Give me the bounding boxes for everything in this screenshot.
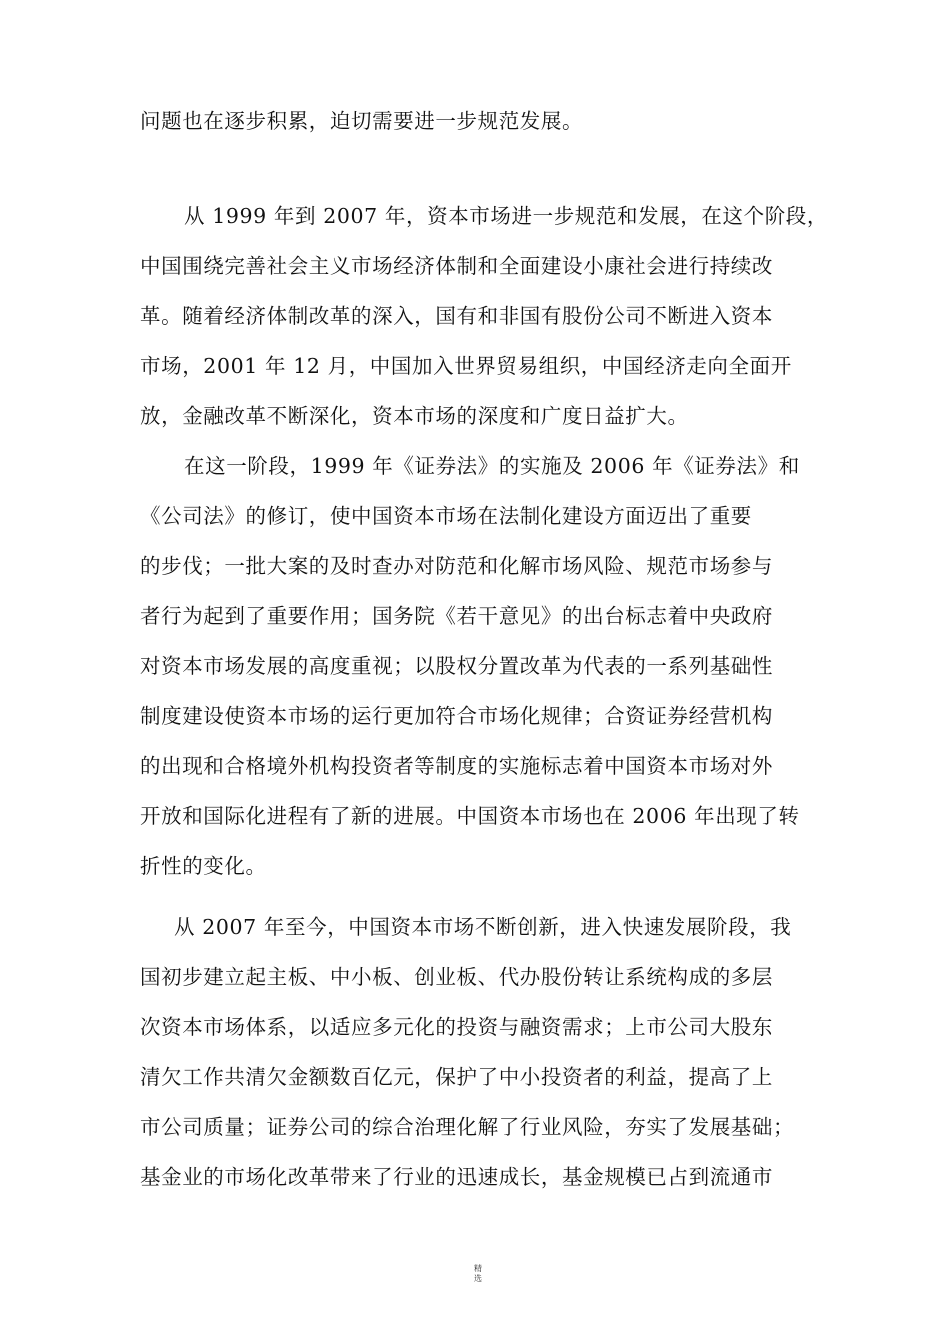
text-line: 者行为起到了重要作用；国务院《若干意见》的出台标志着中央政府	[140, 604, 773, 628]
text-line: 革。随着经济体制改革的深入，国有和非国有股份公司不断进入资本	[140, 304, 773, 328]
text-line: 放，金融改革不断深化，资本市场的深度和广度日益扩大。	[140, 404, 689, 428]
text-line: 基金业的市场化改革带来了行业的迅速成长，基金规模已占到流通市	[140, 1165, 773, 1189]
text-line: 问题也在逐步积累，迫切需要进一步规范发展。	[140, 109, 584, 133]
text-line: 《公司法》的修订，使中国资本市场在法制化建设方面迈出了重要	[140, 504, 752, 528]
text-line: 的出现和合格境外机构投资者等制度的实施标志着中国资本市场对外	[140, 754, 773, 778]
text-line: 国初步建立起主板、中小板、创业板、代办股份转让系统构成的多层	[140, 965, 773, 989]
text-line: 从 2007 年至今，中国资本市场不断创新，进入快速发展阶段，我	[174, 915, 792, 939]
text-line: 中国围绕完善社会主义市场经济体制和全面建设小康社会进行持续改	[140, 254, 773, 278]
text-line: 市场，2001 年 12 月，中国加入世界贸易组织，中国经济走向全面开	[140, 354, 792, 378]
text-line: 开放和国际化进程有了新的进展。中国资本市场也在 2006 年出现了转	[140, 804, 800, 828]
text-line: 在这一阶段，1999 年《证券法》的实施及 2006 年《证券法》和	[184, 454, 800, 478]
text-line: 从 1999 年到 2007 年，资本市场进一步规范和发展，在这个阶段，	[184, 204, 829, 228]
text-line: 制度建设使资本市场的运行更加符合市场化规律；合资证券经营机构	[140, 704, 773, 728]
text-line: 的步伐；一批大案的及时查办对防范和化解市场风险、规范市场参与	[140, 554, 773, 578]
text-line: 次资本市场体系，以适应多元化的投资与融资需求；上市公司大股东	[140, 1015, 773, 1039]
text-line: 对资本市场发展的高度重视；以股权分置改革为代表的一系列基础性	[140, 654, 773, 678]
page-footer: 精选	[474, 1264, 482, 1283]
text-line: 清欠工作共清欠金额数百亿元，保护了中小投资者的利益，提高了上	[140, 1065, 773, 1089]
text-line: 折性的变化。	[140, 854, 267, 878]
text-line: 市公司质量；证券公司的综合治理化解了行业风险，夯实了发展基础；	[140, 1115, 795, 1139]
